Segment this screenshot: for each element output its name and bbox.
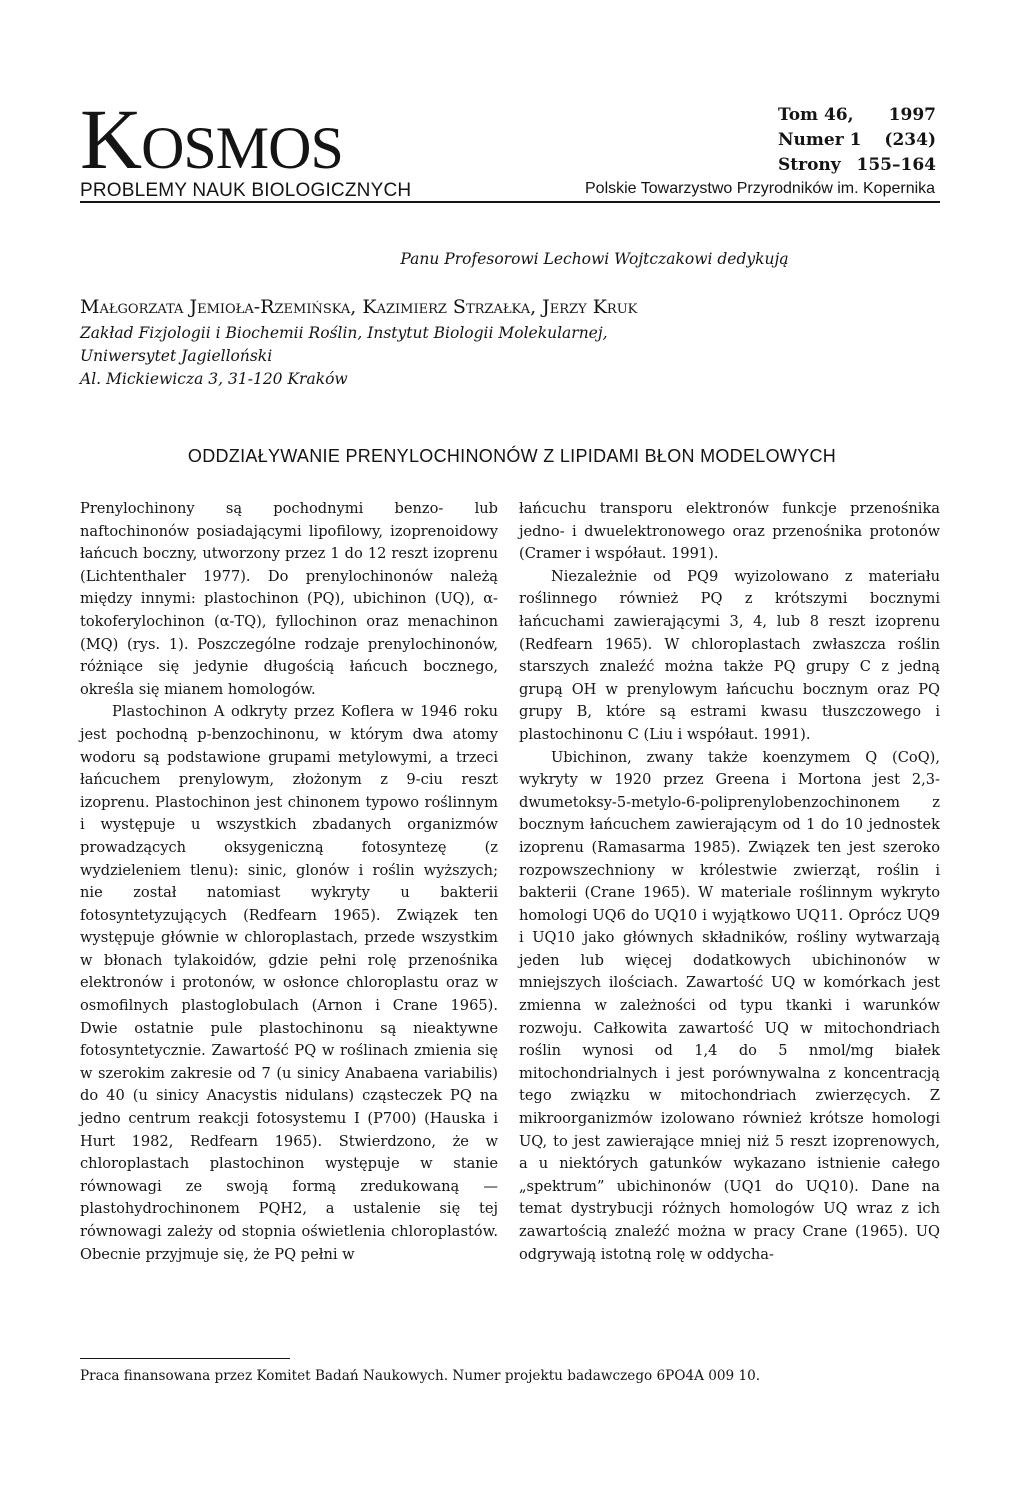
issue-volume	[778, 104, 936, 126]
paragraph: Prenylochinony są pochodnymi benzo- lub naftochinonów posiadającymi lipofilowy, izoprenoidowy łańcuch boczny, utworzony przez 1 do 12 reszt izoprenu (Lichtenthaler 1977). Do prenylochinonów należą między innymi: plastochinon (PQ), ubichinon (UQ), α-tokoferylochinon (α-TQ), fyllochinon oraz menachinon (MQ) (rys. 1). Poszczególne rodzaje prenylochinonów, różniące się jedynie długością łańcuch bocznego, określa się mianem homologów.	[80, 500, 498, 698]
pages: 155–164	[856, 155, 936, 175]
volume-label: Tom 46,	[778, 105, 854, 125]
affiliation-line-2: Uniwersytet Jagielloński	[80, 347, 273, 365]
body-column-right	[519, 498, 940, 1266]
affiliation-line-3: Al. Mickiewicza 3, 31-120 Kraków	[80, 370, 348, 388]
paragraph: Niezależnie od PQ9 wyizolowano z materiału roślinnego również PQ z krótszymi bocznymi łańcuchami zawierającymi 3, 4, lub 8 reszt izoprenu (Redfearn 1965). W chloroplastach zwłaszcza roślin starszych znaleźć można także PQ grupy C z jedną grupą OH w prenylowym łańcuchu bocznym oraz PQ grupy B, które są estrami kwasu tłuszczowego i plastochinonu C (Liu i współaut. 1991).	[519, 567, 940, 743]
affiliation-line-1: Zakład Fizjologii i Biochemii Roślin, Instytut Biologii Molekularnej,	[80, 324, 608, 342]
number-total: (234)	[884, 130, 936, 150]
number-label: Numer 1	[778, 130, 862, 150]
body-column-left	[80, 498, 498, 1266]
paragraph: Ubichinon, zwany także koenzymem Q (CoQ), wykryty w 1920 przez Greena i Mortona jest 2,3-dwumetoksy-5-metylo-6-poliprenylobenzochinonem z bocznym łańcuchem zawierającym od 1 do 10 jednostek izoprenu (Ramasarma 1985). Związek ten jest szeroko rozpowszechniony w królestwie zwierząt, roślin i bakterii (Crane 1965). W materiale roślinnym wykryto homologi UQ6 do UQ10 i wyjątkowo UQ11. Oprócz UQ9 i UQ10 jako głównych składników, rośliny wytwarzają jeden lub więcej dodatkowych ubichinonów w mniejszych ilościach. Zawartość UQ w komórkach jest zmienna w zależności od typu tkanki i warunków rozwoju. Całkowita zawartość UQ w mitochondriach roślin wynosi od 1,4 do 5 nmol/mg białek mitochondrialnych i jest porównywalna z koncentracją tego związku w mitochondriach zwierzęcych. Z mikroorganizmów izolowano również krótsze homologi UQ, to jest zawierające mniej niż 5 reszt izoprenowych, a u niektórych gatunków wykazano istnienie całego „spektrum” ubichinonów (UQ1 do UQ10). Dane na temat dystrybucji różnych homologów UQ wraz z ich zawartością znaleźć można w pracy Crane (1965). UQ odgrywają istotną rolę w oddycha-	[519, 748, 940, 1263]
paragraph: Plastochinon A odkryty przez Koflera w 1946 roku jest pochodną p-benzochinonu, w którym dwa atomy wodoru są podstawione grupami metylowymi, a trzeci łańcuchem prenylowym, złożonym z 9-ciu reszt izoprenu. Plastochinon jest chinonem typowo roślinnym i występuje u wszystkich zbadanych organizmów prowadzących oksygeniczną fotosyntezę (z wydzieleniem tlenu): sinic, glonów i roślin wyższych; nie został natomiast wykryty u bakterii fotosyntetyzujących (Redfearn 1965). Związek ten występuje głównie w chloroplastach, przede wszystkim w błonach tylakoidów, gdzie pełni rolę przenośnika elektronów i protonów, w osłonce chloroplastu oraz w osmofilnych plastoglobulach (Arnon i Crane 1965). Dwie ostatnie pule plastochinonu są nieaktywne fotosyntetycznie. Zawartość PQ w roślinach zmienia się w szerokim zakresie od 7 (u sinicy Anabaena variabilis) do 40 (u sinicy Anacystis nidulans) cząsteczek PQ na jedno centrum reakcji fotosystemu I (P700) (Hauska i Hurt 1982, Redfearn 1965). Stwierdzono, że w chloroplastach plastochinon występuje w stanie równowagi ze swoją formą zredukowaną — plastohydrochinonem PQH2, a ustalenie się tej równowagi zależy od stopnia oświetlenia chloroplastów. Obecnie przyjmuje się, że PQ pełni w	[80, 703, 498, 1263]
article-title: ODDZIAŁYWANIE PRENYLOCHINONÓW Z LIPIDAMI BŁON MODELOWYCH	[187, 446, 837, 466]
year: 1997	[888, 105, 936, 125]
affiliation	[80, 322, 608, 391]
journal-subtitle: PROBLEMY NAUK BIOLOGICZNYCH	[80, 180, 412, 201]
journal-title: Kosmos	[80, 91, 343, 187]
footnote-rule	[80, 1358, 290, 1359]
paragraph: łańcuchu transporu elektronów funkcje przenośnika jedno- i dwuelektronowego oraz przenośnika protonów (Cramer i współaut. 1991).	[519, 500, 940, 563]
header-rule	[80, 201, 940, 203]
authors: Małgorzata Jemioła-Rzemińska, Kazimierz Strzałka, Jerzy Kruk	[80, 296, 638, 318]
dedication: Panu Profesorowi Lechowi Wojtczakowi dedykują	[400, 250, 789, 268]
publisher: Polskie Towarzystwo Przyrodników im. Kopernika	[585, 180, 936, 197]
footnote: Praca finansowana przez Komitet Badań Naukowych. Numer projektu badawczego 6PO4A 009 10.	[80, 1368, 761, 1384]
pages-label: Strony	[778, 155, 841, 175]
issue-number	[778, 129, 936, 151]
issue-pages	[778, 154, 936, 176]
